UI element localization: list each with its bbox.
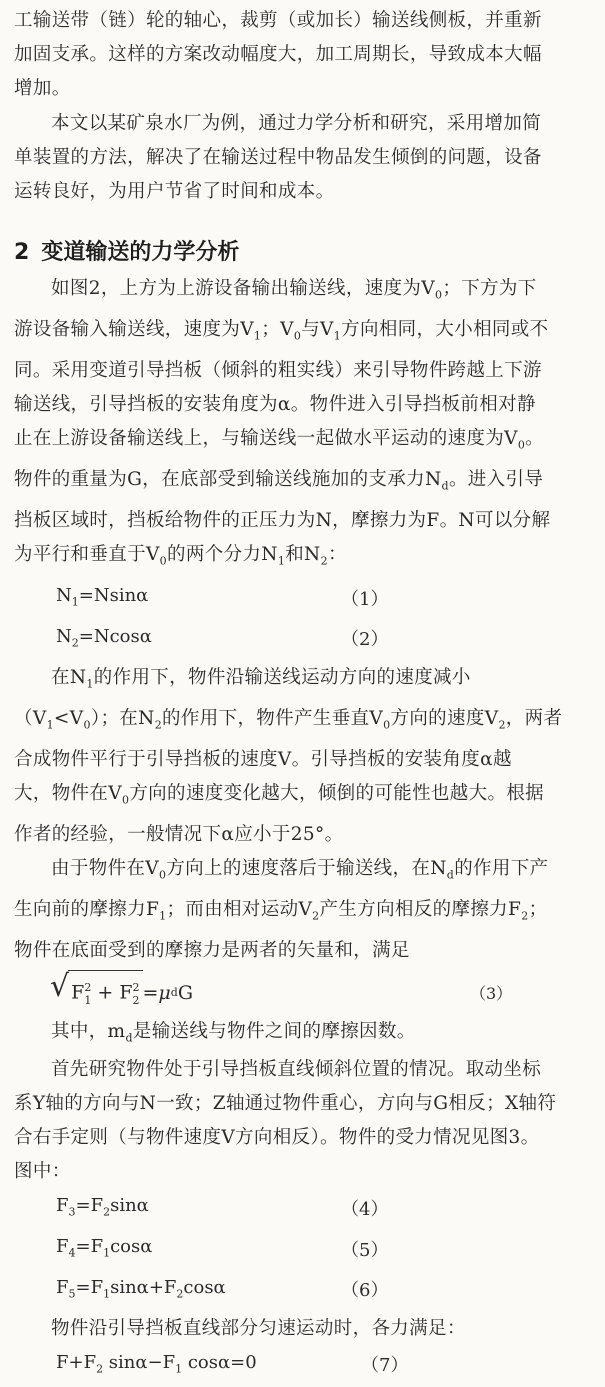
text-line: 作者的经验，一般情况下α应小于25°。 [14,823,344,845]
paper-page [14,4,594,1387]
equation-6: $F_5=F_1\sin\alpha+F_2\cos\alpha$ （6） [14,1271,594,1312]
equation-number: （3） [470,984,513,1004]
paragraph-intro [14,107,594,210]
text-line: 系Y轴的方向与N一致；Z轴通过物件重心，方向与G相反；X轴符 [14,1092,557,1114]
text-line: 本文以某矿泉水厂为例，通过力学分析和研究，采用增加简 [51,112,542,134]
text-line: 在$N_1$的作用下，物件沿输送线运动方向的速度减小 [51,666,471,691]
equation-7: $F+F_2$ $\sin\alpha-F_1$ cosα=0 （7） [14,1346,594,1387]
text-line: 加固支承。这样的方案改动幅度大，加工周期长，导致成本大幅 [14,44,542,66]
paragraph-velocity-analysis [14,661,594,852]
equation-5: $F_4=F_1\cos\alpha$ （5） [14,1230,594,1271]
equation-number: （4） [341,1198,389,1220]
text-line: 合成物件平行于引导挡板的速度V。引导挡板的安装角度α越 [14,748,512,770]
text-line: 挡板区域时，挡板给物件的正压力为N，摩擦力为F。N可以分解 [14,510,551,532]
text-line: 物件在底面受到的摩擦力是两者的矢量和，满足 [14,939,410,961]
paragraph-top [14,4,594,107]
text-line: 物件的重量为G，在底部受到输送线施加的支承力$N_d$。进入引导 [14,469,544,493]
section-title: 变道输送的力学分析 [41,240,240,266]
text-line: 止在上游设备输送线上，与输送线一起做水平运动的速度为$V_0$。 [14,428,545,453]
equation-1: $N_1=Nsin\alpha$ （1） [14,579,594,620]
text-line: 其中，$m_d$是输送线与物件之间的摩擦因数。 [51,1020,416,1045]
text-line: 大，物件在$V_0$方向的速度变化越大，倾倒的可能性也越大。根据 [14,782,545,807]
section-number: 2 [14,240,30,266]
equation-number: （7） [361,1355,409,1377]
paragraph-coordinate-system [14,1053,594,1190]
text-line: 单装置的方法，解决了在输送过程中物品发生倾倒的问题，设备 [14,146,542,168]
text-line: 增加。 [14,78,71,100]
text-line: 输送线，引导挡板的安装角度为α。物件进入引导挡板前相对静 [14,394,536,416]
text-line: 如图2，上方为上游设备输出输送线，速度为$V_0$；下方为下 [51,278,537,302]
equation-number: （2） [341,629,389,651]
section-heading [14,234,594,272]
text-line: 游设备输入输送线，速度为$V_1$；$V_0$与$V_1$方向相同，大小相同或不 [14,319,549,343]
square-root: √ $F^2_1 + F^2_2$ [50,970,143,1015]
equation-number: （5） [341,1239,389,1261]
paragraph-friction [14,852,594,968]
text-line: 首先研究物件处于引导挡板直线倾斜位置的情况。取动坐标 [51,1058,542,1080]
equation-number: （6） [341,1280,389,1302]
text-line: 合右手定则（与物件速度V方向相反）。物件的受力情况见图3。 [14,1127,540,1149]
text-line: 物件沿引导挡板直线部分匀速运动时，各力满足： [51,1317,466,1339]
text-line: 同。采用变道引导挡板（倾斜的粗实线）来引导物件跨越上下游 [14,360,542,381]
equation-3: √ $F^2_1 + F^2_2$ = μ d G （3） [14,968,594,1018]
text-line: 运转良好，为用户节省了时间和成本。 [14,181,335,203]
text-line: 由于物件在$V_0$方向上的速度落后于输送线，在$N_d$的作用下产 [51,857,549,882]
equation-4: $F_3=F_2\sin\alpha$ （4） [14,1189,594,1230]
paragraph-figure2-description [14,272,594,579]
text-line: 生向前的摩擦力$F_1$；而由相对运动$V_2$产生方向相反的摩擦力$F_2$； [14,898,548,923]
text-line: 工输送带（链）轮的轴心，裁剪（或加长）输送线侧板，并重新 [14,10,542,31]
text-line: 图中： [14,1161,71,1183]
equation-number: （1） [341,588,389,610]
text-line: 为平行和垂直于$V_0$的两个分力$N_1$和$N_2$： [14,544,347,569]
text-line: $(V_1<V_0)$；在$N_2$的作用下，物件产生垂直$V_0$方向的速度$V_2$，两者 [14,707,563,732]
equation-2: $N_2=Ncos\alpha$ （2） [14,620,594,661]
